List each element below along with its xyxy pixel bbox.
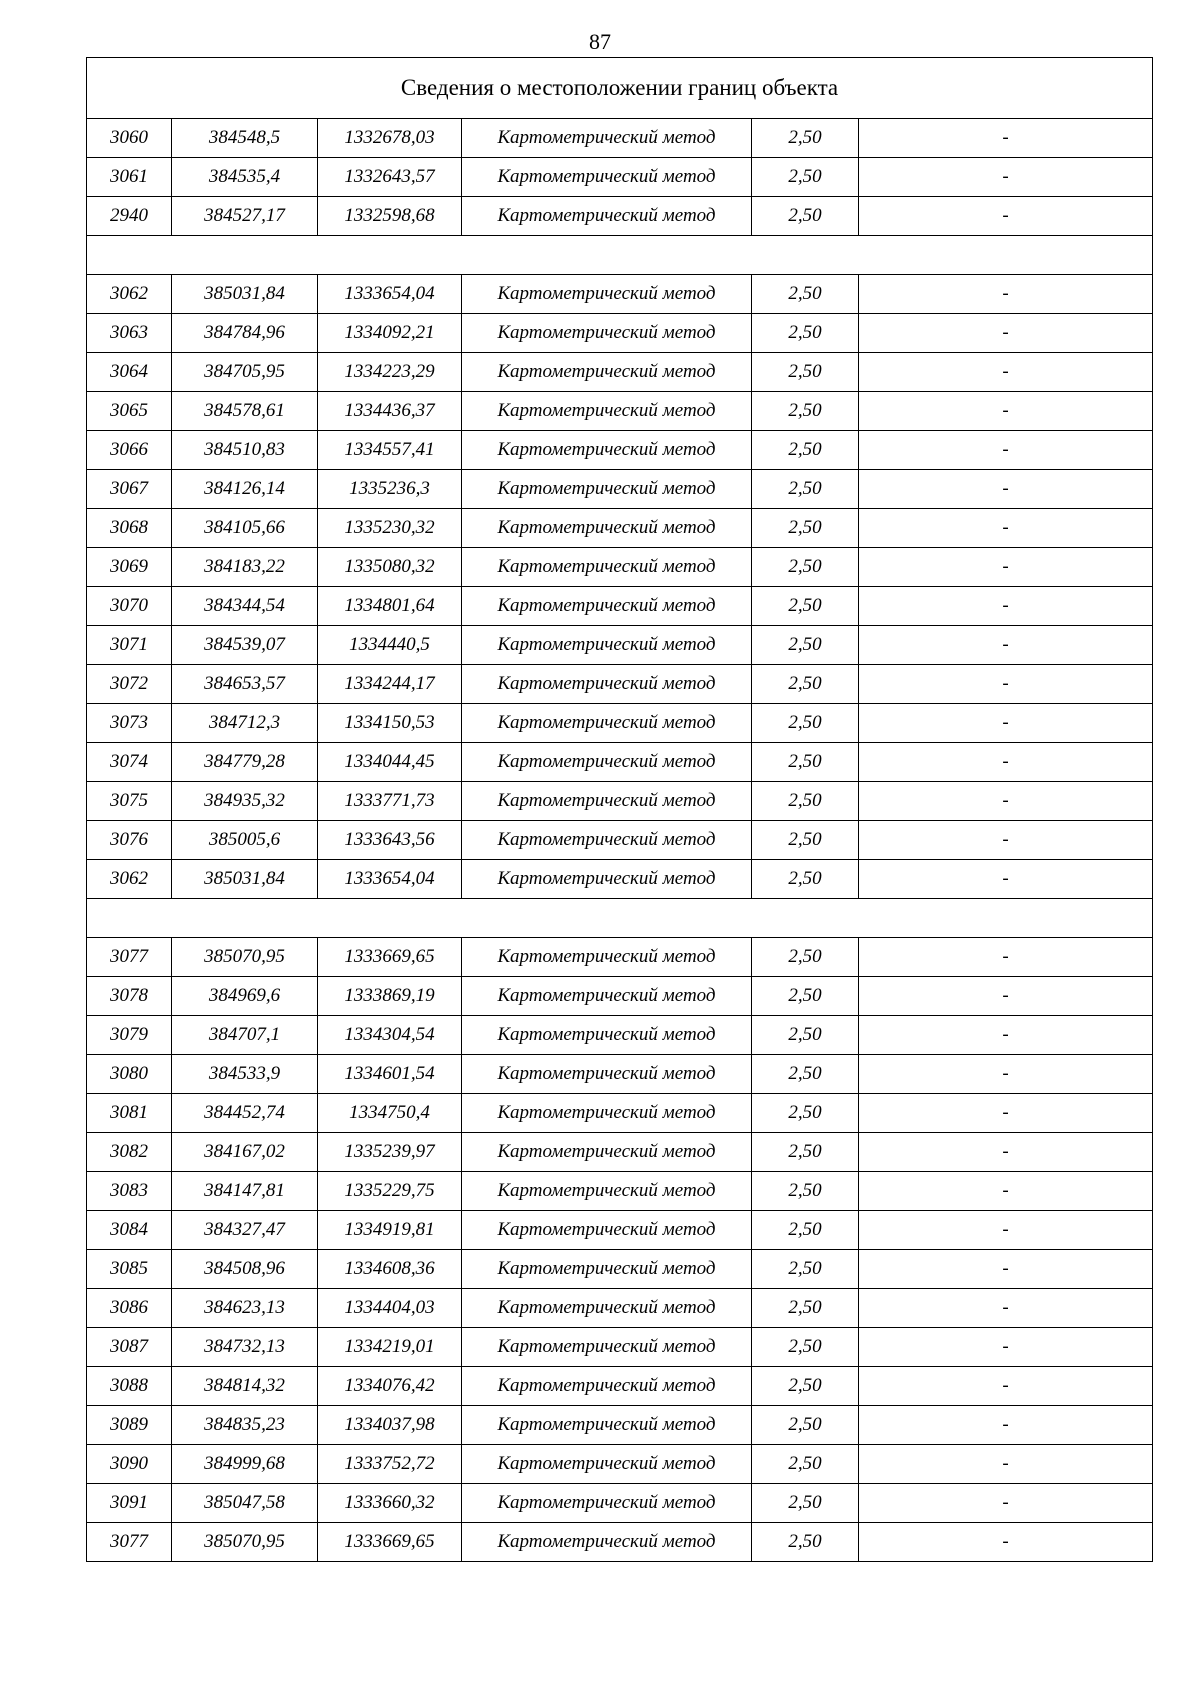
page-number: 87 [589,29,611,54]
point-number-cell: 3082 [87,1133,172,1172]
accuracy-cell: 2,50 [752,1211,859,1250]
point-number-cell: 2940 [87,197,172,236]
point-number-cell: 3071 [87,626,172,665]
y-coordinate-cell: 1333660,32 [318,1484,462,1523]
x-coordinate-cell: 384835,23 [172,1406,318,1445]
method-cell: Картометрический метод [462,821,752,860]
contour-separator-cell [87,899,1153,938]
x-coordinate-cell: 384705,95 [172,353,318,392]
method-cell: Картометрический метод [462,275,752,314]
accuracy-cell: 2,50 [752,119,859,158]
x-coordinate-cell: 384548,5 [172,119,318,158]
point-number-cell: 3090 [87,1445,172,1484]
description-cell: - [859,470,1153,509]
y-coordinate-cell: 1333654,04 [318,860,462,899]
point-number-cell: 3061 [87,158,172,197]
method-cell: Картометрический метод [462,1055,752,1094]
accuracy-cell: 2,50 [752,1250,859,1289]
table-row [87,1016,1153,1055]
y-coordinate-cell: 1334092,21 [318,314,462,353]
point-number-cell: 3078 [87,977,172,1016]
method-cell: Картометрический метод [462,938,752,977]
table-row [87,782,1153,821]
point-number-cell: 3087 [87,1328,172,1367]
description-cell: - [859,587,1153,626]
y-coordinate-cell: 1333654,04 [318,275,462,314]
y-coordinate-cell: 1334750,4 [318,1094,462,1133]
y-coordinate-cell: 1334601,54 [318,1055,462,1094]
description-cell: - [859,743,1153,782]
method-cell: Картометрический метод [462,470,752,509]
y-coordinate-cell: 1332643,57 [318,158,462,197]
description-cell: - [859,938,1153,977]
method-cell: Картометрический метод [462,1133,752,1172]
method-cell: Картометрический метод [462,1289,752,1328]
table-row [87,197,1153,236]
point-number-cell: 3073 [87,704,172,743]
table-row [87,587,1153,626]
y-coordinate-cell: 1334044,45 [318,743,462,782]
y-coordinate-cell: 1334223,29 [318,353,462,392]
accuracy-cell: 2,50 [752,665,859,704]
description-cell: - [859,1523,1153,1562]
x-coordinate-cell: 384578,61 [172,392,318,431]
point-number-cell: 3067 [87,470,172,509]
point-number-cell: 3091 [87,1484,172,1523]
method-cell: Картометрический метод [462,1016,752,1055]
method-cell: Картометрический метод [462,1094,752,1133]
method-cell: Картометрический метод [462,665,752,704]
y-coordinate-cell: 1333669,65 [318,1523,462,1562]
x-coordinate-cell: 384535,4 [172,158,318,197]
table-row [87,860,1153,899]
accuracy-cell: 2,50 [752,1289,859,1328]
description-cell: - [859,119,1153,158]
method-cell: Картометрический метод [462,158,752,197]
point-number-cell: 3085 [87,1250,172,1289]
y-coordinate-cell: 1333771,73 [318,782,462,821]
x-coordinate-cell: 384969,6 [172,977,318,1016]
description-cell: - [859,1133,1153,1172]
x-coordinate-cell: 384508,96 [172,1250,318,1289]
point-number-cell: 3088 [87,1367,172,1406]
method-cell: Картометрический метод [462,626,752,665]
point-number-cell: 3076 [87,821,172,860]
table-row [87,977,1153,1016]
x-coordinate-cell: 384105,66 [172,509,318,548]
description-cell: - [859,392,1153,431]
y-coordinate-cell: 1334919,81 [318,1211,462,1250]
accuracy-cell: 2,50 [752,509,859,548]
y-coordinate-cell: 1334440,5 [318,626,462,665]
point-number-cell: 3075 [87,782,172,821]
method-cell: Картометрический метод [462,197,752,236]
table-row [87,743,1153,782]
accuracy-cell: 2,50 [752,977,859,1016]
boundary-coordinates-table [86,57,1153,1562]
point-number-cell: 3083 [87,1172,172,1211]
description-cell: - [859,626,1153,665]
description-cell: - [859,1289,1153,1328]
x-coordinate-cell: 384539,07 [172,626,318,665]
table-body [87,119,1153,1562]
description-cell: - [859,1445,1153,1484]
table-row [87,1055,1153,1094]
y-coordinate-cell: 1334076,42 [318,1367,462,1406]
method-cell: Картометрический метод [462,782,752,821]
table-row [87,470,1153,509]
accuracy-cell: 2,50 [752,1094,859,1133]
y-coordinate-cell: 1334608,36 [318,1250,462,1289]
x-coordinate-cell: 384779,28 [172,743,318,782]
accuracy-cell: 2,50 [752,275,859,314]
method-cell: Картометрический метод [462,743,752,782]
description-cell: - [859,665,1153,704]
point-number-cell: 3077 [87,938,172,977]
x-coordinate-cell: 384653,57 [172,665,318,704]
x-coordinate-cell: 384167,02 [172,1133,318,1172]
point-number-cell: 3080 [87,1055,172,1094]
accuracy-cell: 2,50 [752,1484,859,1523]
accuracy-cell: 2,50 [752,743,859,782]
description-cell: - [859,1367,1153,1406]
x-coordinate-cell: 384712,3 [172,704,318,743]
y-coordinate-cell: 1334801,64 [318,587,462,626]
accuracy-cell: 2,50 [752,1133,859,1172]
description-cell: - [859,782,1153,821]
y-coordinate-cell: 1333669,65 [318,938,462,977]
x-coordinate-cell: 385070,95 [172,938,318,977]
x-coordinate-cell: 384344,54 [172,587,318,626]
point-number-cell: 3064 [87,353,172,392]
accuracy-cell: 2,50 [752,1016,859,1055]
accuracy-cell: 2,50 [752,704,859,743]
x-coordinate-cell: 384452,74 [172,1094,318,1133]
x-coordinate-cell: 384510,83 [172,431,318,470]
x-coordinate-cell: 384533,9 [172,1055,318,1094]
method-cell: Картометрический метод [462,977,752,1016]
y-coordinate-cell: 1333869,19 [318,977,462,1016]
table-row [87,275,1153,314]
description-cell: - [859,1211,1153,1250]
x-coordinate-cell: 384935,32 [172,782,318,821]
table-row [87,548,1153,587]
accuracy-cell: 2,50 [752,1367,859,1406]
method-cell: Картометрический метод [462,1328,752,1367]
y-coordinate-cell: 1334557,41 [318,431,462,470]
method-cell: Картометрический метод [462,587,752,626]
y-coordinate-cell: 1335229,75 [318,1172,462,1211]
accuracy-cell: 2,50 [752,1445,859,1484]
point-number-cell: 3086 [87,1289,172,1328]
contour-separator-row [87,899,1153,938]
accuracy-cell: 2,50 [752,938,859,977]
method-cell: Картометрический метод [462,509,752,548]
y-coordinate-cell: 1334219,01 [318,1328,462,1367]
table-caption: Сведения о местоположении границ объекта [87,58,1153,119]
table-row [87,704,1153,743]
table-caption-row [87,58,1153,119]
y-coordinate-cell: 1334304,54 [318,1016,462,1055]
table-row [87,821,1153,860]
table-row [87,158,1153,197]
table-row [87,1367,1153,1406]
accuracy-cell: 2,50 [752,392,859,431]
accuracy-cell: 2,50 [752,587,859,626]
x-coordinate-cell: 384707,1 [172,1016,318,1055]
y-coordinate-cell: 1335080,32 [318,548,462,587]
accuracy-cell: 2,50 [752,1328,859,1367]
table-row [87,431,1153,470]
method-cell: Картометрический метод [462,548,752,587]
accuracy-cell: 2,50 [752,860,859,899]
description-cell: - [859,275,1153,314]
table-row [87,119,1153,158]
x-coordinate-cell: 385031,84 [172,860,318,899]
description-cell: - [859,1172,1153,1211]
table-row [87,1523,1153,1562]
method-cell: Картометрический метод [462,431,752,470]
y-coordinate-cell: 1335239,97 [318,1133,462,1172]
method-cell: Картометрический метод [462,353,752,392]
y-coordinate-cell: 1334404,03 [318,1289,462,1328]
description-cell: - [859,977,1153,1016]
table-row [87,1328,1153,1367]
method-cell: Картометрический метод [462,1211,752,1250]
point-number-cell: 3060 [87,119,172,158]
accuracy-cell: 2,50 [752,626,859,665]
point-number-cell: 3065 [87,392,172,431]
accuracy-cell: 2,50 [752,1055,859,1094]
method-cell: Картометрический метод [462,1484,752,1523]
point-number-cell: 3089 [87,1406,172,1445]
contour-separator-row [87,236,1153,275]
table-row [87,509,1153,548]
y-coordinate-cell: 1333752,72 [318,1445,462,1484]
contour-separator-cell [87,236,1153,275]
description-cell: - [859,314,1153,353]
accuracy-cell: 2,50 [752,548,859,587]
point-number-cell: 3068 [87,509,172,548]
description-cell: - [859,431,1153,470]
table-row [87,938,1153,977]
point-number-cell: 3084 [87,1211,172,1250]
point-number-cell: 3070 [87,587,172,626]
x-coordinate-cell: 384814,32 [172,1367,318,1406]
accuracy-cell: 2,50 [752,1406,859,1445]
method-cell: Картометрический метод [462,119,752,158]
method-cell: Картометрический метод [462,704,752,743]
method-cell: Картометрический метод [462,1406,752,1445]
x-coordinate-cell: 384147,81 [172,1172,318,1211]
table-row [87,314,1153,353]
accuracy-cell: 2,50 [752,314,859,353]
y-coordinate-cell: 1332678,03 [318,119,462,158]
method-cell: Картометрический метод [462,1172,752,1211]
x-coordinate-cell: 385047,58 [172,1484,318,1523]
description-cell: - [859,1094,1153,1133]
x-coordinate-cell: 384126,14 [172,470,318,509]
table-row [87,392,1153,431]
point-number-cell: 3079 [87,1016,172,1055]
y-coordinate-cell: 1334037,98 [318,1406,462,1445]
point-number-cell: 3066 [87,431,172,470]
point-number-cell: 3077 [87,1523,172,1562]
point-number-cell: 3069 [87,548,172,587]
table-row [87,353,1153,392]
point-number-cell: 3081 [87,1094,172,1133]
accuracy-cell: 2,50 [752,1172,859,1211]
method-cell: Картометрический метод [462,392,752,431]
method-cell: Картометрический метод [462,860,752,899]
y-coordinate-cell: 1334436,37 [318,392,462,431]
table-row [87,1406,1153,1445]
table-row [87,1445,1153,1484]
accuracy-cell: 2,50 [752,197,859,236]
method-cell: Картометрический метод [462,1367,752,1406]
method-cell: Картометрический метод [462,1250,752,1289]
accuracy-cell: 2,50 [752,353,859,392]
point-number-cell: 3072 [87,665,172,704]
table-row [87,1172,1153,1211]
y-coordinate-cell: 1335230,32 [318,509,462,548]
method-cell: Картометрический метод [462,314,752,353]
y-coordinate-cell: 1334150,53 [318,704,462,743]
x-coordinate-cell: 385005,6 [172,821,318,860]
x-coordinate-cell: 385070,95 [172,1523,318,1562]
accuracy-cell: 2,50 [752,782,859,821]
point-number-cell: 3062 [87,275,172,314]
table-row [87,665,1153,704]
x-coordinate-cell: 384784,96 [172,314,318,353]
x-coordinate-cell: 385031,84 [172,275,318,314]
method-cell: Картометрический метод [462,1523,752,1562]
description-cell: - [859,197,1153,236]
description-cell: - [859,509,1153,548]
y-coordinate-cell: 1334244,17 [318,665,462,704]
method-cell: Картометрический метод [462,1445,752,1484]
x-coordinate-cell: 384999,68 [172,1445,318,1484]
x-coordinate-cell: 384527,17 [172,197,318,236]
description-cell: - [859,1484,1153,1523]
y-coordinate-cell: 1335236,3 [318,470,462,509]
description-cell: - [859,1328,1153,1367]
table-row [87,1133,1153,1172]
point-number-cell: 3074 [87,743,172,782]
x-coordinate-cell: 384623,13 [172,1289,318,1328]
point-number-cell: 3062 [87,860,172,899]
accuracy-cell: 2,50 [752,431,859,470]
y-coordinate-cell: 1332598,68 [318,197,462,236]
description-cell: - [859,821,1153,860]
point-number-cell: 3063 [87,314,172,353]
x-coordinate-cell: 384732,13 [172,1328,318,1367]
description-cell: - [859,548,1153,587]
accuracy-cell: 2,50 [752,1523,859,1562]
table-row [87,1250,1153,1289]
description-cell: - [859,353,1153,392]
x-coordinate-cell: 384183,22 [172,548,318,587]
description-cell: - [859,158,1153,197]
table-row [87,1211,1153,1250]
table-row [87,1484,1153,1523]
description-cell: - [859,860,1153,899]
description-cell: - [859,1055,1153,1094]
x-coordinate-cell: 384327,47 [172,1211,318,1250]
table-row [87,626,1153,665]
description-cell: - [859,1406,1153,1445]
accuracy-cell: 2,50 [752,158,859,197]
description-cell: - [859,1016,1153,1055]
description-cell: - [859,1250,1153,1289]
accuracy-cell: 2,50 [752,821,859,860]
table-row [87,1094,1153,1133]
table-row [87,1289,1153,1328]
accuracy-cell: 2,50 [752,470,859,509]
description-cell: - [859,704,1153,743]
y-coordinate-cell: 1333643,56 [318,821,462,860]
